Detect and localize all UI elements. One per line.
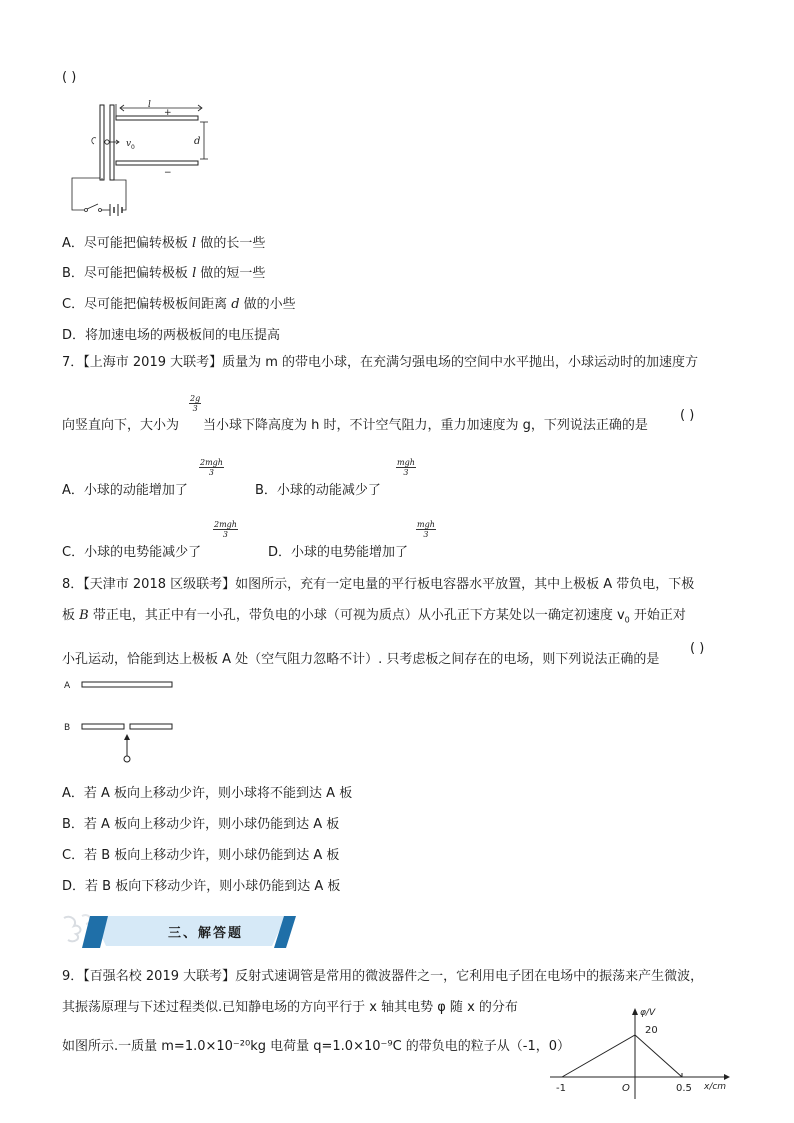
q8-option-b: B．若 A 板向上移动少许，则小球仍能到达 A 板 [62, 817, 340, 832]
q7-answer-paren: ( ) [680, 408, 695, 423]
q7-stem-line2b: 当小球下降高度为 h 时，不计空气阻力，重力加速度为 g，下列说法正确的是 [203, 418, 648, 433]
q8-option-c: C．若 B 板向上移动少许，则小球仍能到达 A 板 [62, 848, 340, 863]
q7-option-c: C．小球的电势能减少了 [62, 545, 202, 560]
q7-option-d: D．小球的电势能增加了 [268, 545, 409, 560]
q7-stem-line2a: 向竖直向下，大小为 [62, 418, 180, 433]
q7-option-b-fraction: mgh 3 [397, 458, 415, 477]
q6-fig-d: d [194, 136, 201, 147]
q7-stem-line1: 7．【上海市 2019 大联考】质量为 m 的带电小球，在充满匀强电场的空间中水平抛出，小球运动时的加速度方 [62, 355, 699, 370]
q9-graph-origin: O [622, 1083, 630, 1094]
q9-graph-xneg: -1 [556, 1083, 566, 1094]
q8-stem-line1: 8．【天津市 2018 区级联考】如图所示，充有一定电量的平行板电容器水平放置，其中上极板 A 带负电，下极 [62, 577, 695, 592]
q6-fig-v0: v [126, 139, 132, 149]
q6-option-b: B．尽可能把偏转极板 l 做的短一些 [62, 266, 266, 281]
section-title: 三、解答题 [168, 926, 244, 941]
q8-fig-label-b: B [64, 723, 71, 733]
q7-option-a-fraction: 2mgh 3 [200, 458, 223, 477]
q8-option-d: D．若 B 板向下移动少许，则小球仍能到达 A 板 [62, 879, 341, 894]
q9-graph-ylabel: φ/V [640, 1008, 656, 1018]
q9-stem-line2: 其振荡原理与下述过程类似.已知静电场的方向平行于 x 轴其电势 φ 随 x 的分布 [62, 1000, 518, 1015]
q6-answer-paren: ( ) [62, 70, 77, 85]
q7-option-a: A．小球的动能增加了 [62, 483, 188, 498]
q9-stem-line1: 9．【百强名校 2019 大联考】反射式速调管是常用的微波器件之一，它利用电子团在电场中的振荡来产生微波， [62, 969, 704, 984]
q6-fig-v0-sub: 0 [131, 144, 135, 151]
q6-fig-minus: − [164, 168, 172, 178]
q8-stem-line3: 小孔运动，恰能到达上极板 A 处（空气阻力忽略不计）. 只考虑板之间存在的电场，则下列说法正确的是 [62, 652, 660, 667]
q8-capacitor-figure [62, 676, 182, 768]
q8-fig-label-a: A [64, 681, 71, 691]
q9-stem-line3: 如图所示.一质量 m=1.0×10⁻²⁰kg 电荷量 q=1.0×10⁻⁹C 的带负电的粒子从（-1，0） [62, 1039, 571, 1054]
q8-answer-paren: ( ) [690, 641, 705, 656]
q7-option-c-fraction: 2mgh 3 [214, 520, 237, 539]
q9-graph-ytick: 20 [645, 1025, 658, 1036]
q6-option-d: D．将加速电场的两极板间的电压提高 [62, 328, 281, 343]
q8-stem-line2: 板 B 带正电，其正中有一小孔，带负电的小球（可视为质点）从小孔正下方某处以一确定初速度 $v_0$ 开始正对 [62, 608, 686, 625]
q9-graph-xlabel: x/cm [704, 1082, 727, 1092]
q9-graph-xpos: 0.5 [676, 1083, 692, 1094]
q6-capacitor-figure [64, 100, 224, 218]
q7-option-d-fraction: mgh 3 [417, 520, 435, 539]
q6-option-c: C．尽可能把偏转极板间距离 d 做的小些 [62, 297, 296, 312]
q9-potential-graph [548, 1003, 734, 1101]
q6-fig-plus: + [164, 108, 172, 118]
q6-option-a: A．尽可能把偏转极板 l 做的长一些 [62, 236, 266, 251]
q7-option-b: B．小球的动能减少了 [255, 483, 381, 498]
q6-fig-l: l [148, 100, 151, 110]
q8-option-a: A．若 A 板向上移动少许，则小球将不能到达 A 板 [62, 786, 353, 801]
q7-accel-fraction: $\frac{2g}{3}$ [190, 394, 201, 413]
